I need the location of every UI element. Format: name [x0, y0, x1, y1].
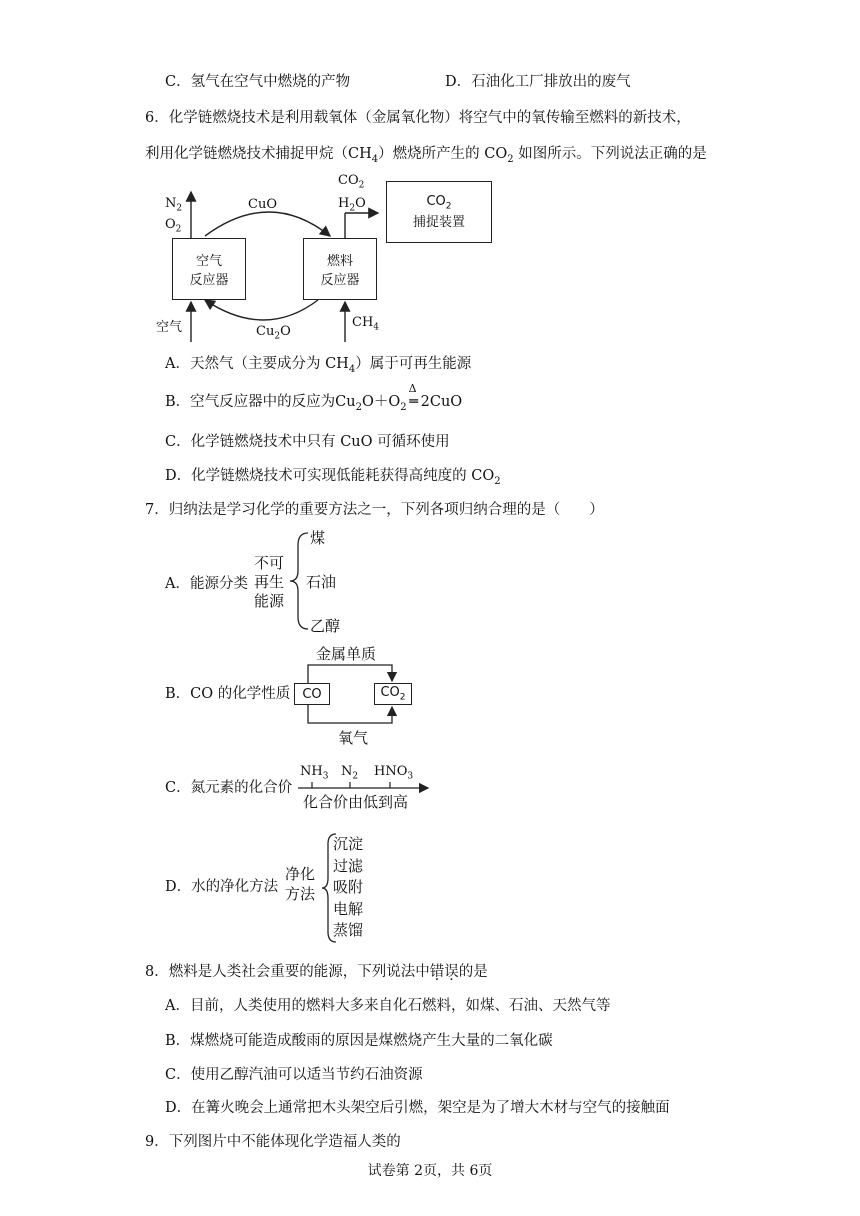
q7-d-items: [333, 834, 363, 942]
cu2o-label: $Cu_2O$: [256, 324, 291, 342]
co2-label: $CO_2$: [338, 173, 365, 191]
q7-d-item: 吸附: [333, 878, 364, 896]
q6-option-d: D．化学链燃烧技术可实现低能耗获得高纯度的 $CO_2$: [165, 468, 501, 487]
q7-b-co2-box: $CO_2$: [374, 683, 412, 705]
q7-option-a-label: A．能源分类: [165, 576, 248, 592]
fuel-reactor-label-2: 反应器: [320, 273, 360, 288]
q6-option-b: B．空气反应器中的反应为$Cu_2O+O_2$ Δ ═ 2CuO: [165, 382, 463, 413]
q7-option-d-label: D．水的净化方法: [165, 879, 279, 895]
q8-option-a: A．目前，人类使用的燃料大多来自化石燃料，如煤、石油、天然气等: [165, 998, 611, 1014]
q9-stem: 9．下列图片中不能体现化学造福人类的: [145, 1134, 401, 1150]
co2-capture-box: [386, 181, 492, 243]
q7-option-b-label: B．CO 的化学性质: [165, 686, 291, 702]
q6-stem-line2: 利用化学链燃烧技术捕捉甲烷$(CH_4)$燃烧所产生的 $CO_2$ 如图所示。下列说法正确的是: [145, 146, 707, 165]
q7-d-item: 电解: [333, 899, 364, 918]
q7-b-bottom-label: 氧气: [338, 729, 369, 747]
air-reactor-label-2: 反应器: [189, 273, 229, 288]
q5-option-c: C．氢气在空气中燃烧的产物: [165, 74, 351, 90]
q8-stem: 8．燃料是人类社会重要的能源，下列说法中错误的是: [145, 964, 488, 980]
q7-c-tick-n2: $N_2$: [341, 764, 359, 782]
capture-label-1: $CO_2$: [426, 193, 452, 212]
q7-c-tick-nh3: $NH_3$: [300, 764, 329, 782]
ch4-label: $CH_4$: [352, 315, 380, 333]
q7-d-item: 沉淀: [333, 835, 364, 853]
q7-b-top-label: 金属单质: [316, 645, 377, 663]
q7-stem: 7．归纳法是学习化学的重要方法之一，下列各项归纳合理的是（ ）: [145, 502, 604, 518]
h2o-label: $H_2O$: [338, 196, 366, 214]
q7-d-item: 过滤: [333, 856, 364, 875]
q7-c-axis-label: 化合价由低到高: [303, 793, 409, 811]
cuo-label: CuO: [248, 197, 277, 212]
q7-d-item: 蒸馏: [333, 921, 364, 939]
q8-option-b: B．煤燃烧可能造成酸雨的原因是煤燃烧产生大量的二氧化碳: [165, 1033, 553, 1049]
capture-label-2: 捕捉装置: [412, 215, 465, 231]
q8-option-c: C．使用乙醇汽油可以适当节约石油资源: [165, 1067, 423, 1083]
q5-option-d: D．石油化工厂排放出的废气: [445, 74, 631, 90]
q6-option-a: A．天然气（主要成分为 $CH_4$）属于可再生能源: [165, 356, 472, 375]
q7-d-group: 净化 方法: [285, 865, 316, 903]
air-reactor-label-1: 空气: [195, 254, 222, 269]
q6-option-c: C．化学链燃烧技术中只有 CuO 可循环使用: [165, 434, 450, 450]
n2-o2-label: $N_2$ $O_2$: [165, 196, 183, 235]
q7-c-tick-hno3: $HNO_3$: [374, 764, 414, 782]
q7-option-c-label: C．氮元素的化合价: [165, 780, 293, 796]
q6-stem-line1: 6．化学链燃烧技术是利用载氧体（金属氧化物）将空气中的氧传输至燃料的新技术，: [145, 110, 691, 126]
fuel-reactor-box: [303, 238, 377, 300]
fuel-reactor-label-1: 燃料: [326, 254, 353, 269]
q7-a-group: 不可 再生 能源: [254, 554, 285, 610]
q7-a-item-coal: 煤: [310, 529, 326, 547]
q7-a-item-ethanol: 乙醇: [310, 617, 341, 635]
q8-emphasis-1: 错: [429, 964, 445, 980]
q7-b-co-box: CO: [294, 683, 330, 705]
air-in-label: 空气: [156, 320, 183, 335]
q8-option-d: D．在篝火晚会上通常把木头架空后引燃，架空是为了增大木材与空气的接触面: [165, 1100, 670, 1116]
q7-a-item-oil: 石油: [306, 573, 337, 591]
air-reactor-box: [172, 238, 246, 300]
q8-emphasis-2: 误: [444, 964, 459, 980]
page-footer: 试卷第 2页，共 6页: [367, 1163, 493, 1179]
